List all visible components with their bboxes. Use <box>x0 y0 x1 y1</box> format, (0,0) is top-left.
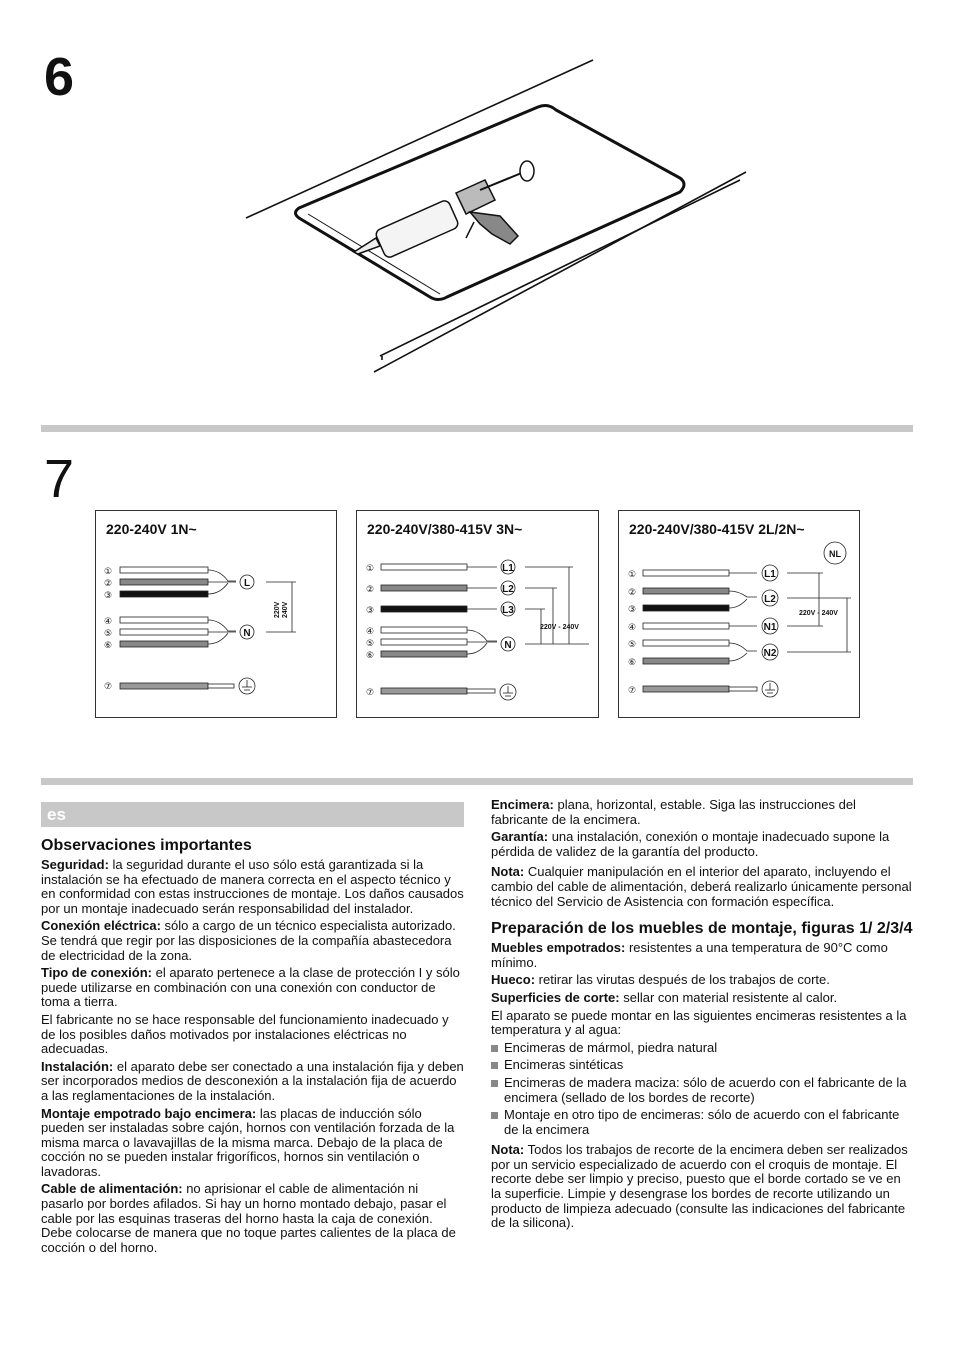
terminal-label: L2 <box>502 584 514 595</box>
paragraph <box>491 830 913 859</box>
right-top-paragraphs <box>491 798 913 909</box>
paragraph-body: una instalación, conexión o montaje inadecuado supone la pérdida de validez de la garantía del producto. <box>491 829 890 859</box>
wire-label: ② <box>628 588 637 598</box>
paragraph-term: Montaje empotrado bajo encimera: <box>41 1105 257 1121</box>
text-column-right <box>491 798 913 1234</box>
terminal-label: NL <box>829 549 841 559</box>
wiring-diagram-2l2n <box>618 510 860 718</box>
wiring-title: 220-240V/380-415V 2L/2N~ <box>629 521 805 537</box>
divider-top <box>41 425 913 432</box>
divider-bottom <box>41 778 913 785</box>
bullet-item <box>491 1041 913 1056</box>
right-mid-paragraphs <box>491 941 913 1038</box>
paragraph-term: Conexión eléctrica: <box>41 918 161 934</box>
wire-label: ② <box>104 579 113 589</box>
wire-label: ⑤ <box>366 639 375 649</box>
paragraph-body: Cualquier manipulación en el interior del aparato, incluyendo el cambio del cable de alimentación, deberá realizarlo únicamente personal técnico del Servicio de Asistencia con formación específica. <box>491 864 912 909</box>
wire-label: ⑥ <box>366 651 375 661</box>
figure-7-number: 7 <box>44 449 75 509</box>
voltage-label: 220V - 240V <box>799 610 838 617</box>
wire-label: ③ <box>104 591 113 601</box>
text-column-left <box>41 802 464 1258</box>
bullet-square-icon <box>491 1045 498 1052</box>
bullet-square-icon <box>491 1080 498 1087</box>
paragraph-term: Garantía: <box>491 829 549 845</box>
bullet-text: Montaje en otro tipo de encimeras: sólo de acuerdo con el fabricante de la encimera <box>504 1107 900 1137</box>
wire-label: ⑦ <box>104 682 113 692</box>
paragraph <box>491 1009 913 1038</box>
paragraph <box>41 1013 464 1057</box>
paragraph-term: Nota: <box>491 864 525 880</box>
paragraph-body: Todos los trabajos de recorte de la encimera deben ser realizados por un servicio especializado de acuerdo con el croquis de montaje. El recorte debe ser limpio y preciso, puesto que el borde cortado se ve en la superficie. Limpie y desengrase los bordes de recorte utilizando un producto de limpieza adecuado (consulte las indicaciones del fabricante de la silicona). <box>491 1142 908 1231</box>
wire-label: ③ <box>366 606 375 616</box>
paragraph-term: Superficies de corte: <box>491 989 620 1005</box>
paragraph-body: retirar las virutas después de los trabajos de corte. <box>535 972 830 988</box>
wiring-diagram-3n <box>356 510 599 718</box>
paragraph <box>41 1060 464 1104</box>
paragraph-final-note <box>491 1143 913 1231</box>
wire-label: ④ <box>366 627 375 637</box>
paragraph-body: la seguridad durante el uso sólo está garantizada si la instalación se ha efectuado de manera correcta en el aspecto técnico y en conformidad con estas instrucciones de montaje. Los daños causados por un montaje inadecuado serán responsabilidad del instalador. <box>41 857 464 916</box>
paragraph <box>41 858 464 916</box>
paragraph-term: Hueco: <box>491 972 536 988</box>
bullet-square-icon <box>491 1062 498 1069</box>
paragraph <box>491 991 913 1006</box>
terminal-label: L <box>243 578 251 589</box>
bullet-text: Encimeras de mármol, piedra natural <box>504 1039 718 1055</box>
paragraph <box>41 1107 464 1180</box>
terminal-label: L2 <box>764 594 776 605</box>
language-bar: es <box>41 802 464 827</box>
terminal-label: L3 <box>502 605 514 616</box>
paragraph-term: Muebles empotrados: <box>491 940 626 956</box>
terminal-label: N <box>243 628 251 639</box>
bullet-text: Encimeras sintéticas <box>504 1057 624 1073</box>
terminal-label: N1 <box>763 622 777 633</box>
paragraph-term: Encimera: <box>491 797 554 812</box>
figure-6-number: 6 <box>44 47 75 107</box>
terminal-label: L1 <box>502 563 514 574</box>
wire-label: ⑤ <box>104 629 113 639</box>
paragraph <box>41 966 464 1010</box>
paragraph-body: no aprisionar el cable de alimentación ni pasarlo por bordes afilados. Si hay un horno montado debajo, pasar el cable por las esquinas traseras del horno hasta la caja de conexión. Debe colocarse de manera que no toque partes calientes de la placa de cocción o del horno. <box>41 1181 456 1255</box>
heading-important-notes: Observaciones importantes <box>41 837 252 854</box>
wiring-diagram-1n <box>95 510 337 718</box>
paragraph-term: Instalación: <box>41 1058 114 1074</box>
paragraph-term: Cable de alimentación: <box>41 1181 183 1197</box>
wire-label: ④ <box>104 617 113 627</box>
terminal-label: N2 <box>763 648 777 659</box>
paragraph <box>41 919 464 963</box>
paragraph <box>491 798 913 827</box>
paragraph <box>491 973 913 988</box>
voltage-label: 220V <box>274 601 281 618</box>
wiring-title: 220-240V 1N~ <box>106 521 197 537</box>
wire-label: ⑥ <box>104 641 113 651</box>
voltage-label: 220V - 240V <box>540 624 579 631</box>
heading-furniture-preparation: Preparación de los muebles de montaje, figuras 1/ 2/3/4 <box>491 920 913 938</box>
paragraph <box>491 941 913 970</box>
wire-label: ② <box>366 585 375 595</box>
paragraph-term: Tipo de conexión: <box>41 965 152 981</box>
paragraph-body: El aparato se puede montar en las siguientes encimeras resistentes a la temperatura y al agua: <box>491 1007 907 1038</box>
paragraph-term: Seguridad: <box>41 857 109 872</box>
paragraph-body: sólo a cargo de un técnico especialista autorizado. Se tendrá que regir por las disposiciones de la compañía abastecedora de electricidad de la zona. <box>41 918 456 963</box>
wire-label: ③ <box>628 605 637 615</box>
paragraph-term: Nota: <box>491 1142 525 1158</box>
paragraph-body: plana, horizontal, estable. Siga las instrucciones del fabricante de la encimera. <box>491 797 856 827</box>
wire-label: ① <box>104 567 113 577</box>
wire-label: ⑦ <box>628 686 637 696</box>
bullet-list <box>491 1041 913 1138</box>
terminal-label: L1 <box>764 569 776 580</box>
paragraph-body: las placas de inducción sólo pueden ser instaladas sobre cajón, hornos con ventilación forzada de la misma marca o lavavajillas de la misma marca. Debajo de la placa de cocción no se pueden instalar frigoríficos, hornos sin ventilación o lavadoras. <box>41 1105 455 1179</box>
terminal-label: N <box>504 640 512 651</box>
left-paragraphs <box>41 858 464 1255</box>
bullet-item <box>491 1076 913 1105</box>
paragraph <box>41 1182 464 1255</box>
paragraph-body: el aparato pertenece a la clase de protección I y sólo puede utilizarse en combinación con una conexión con conductor de toma a tierra. <box>41 965 460 1010</box>
voltage-label: 240V <box>282 601 289 618</box>
wire-label: ⑤ <box>628 640 637 650</box>
paragraph-body: El fabricante no se hace responsable del funcionamiento inadecuado y de los posibles daños motivados por instalaciones eléctricas no adecuadas. <box>41 1011 449 1057</box>
wire-label: ① <box>628 570 637 580</box>
wire-label: ④ <box>628 623 637 633</box>
wiring-title: 220-240V/380-415V 3N~ <box>367 521 523 537</box>
paragraph-body: resistentes a una temperatura de 90°C como mínimo. <box>491 940 888 970</box>
wire-label: ① <box>366 564 375 574</box>
bullet-square-icon <box>491 1112 498 1119</box>
wire-label: ⑦ <box>366 688 375 698</box>
wire-label: ⑥ <box>628 658 637 668</box>
paragraph <box>491 865 913 909</box>
bullet-text: Encimeras de madera maciza: sólo de acuerdo con el fabricante de la encimera (sellado de los bordes de recorte) <box>504 1074 907 1105</box>
paragraph-body: el aparato debe ser conectado a una instalación fija y deben ser incorporados medios de desconexión a la instalación fija de acuerdo a las reglamentaciones de la instalación. <box>41 1058 464 1103</box>
figure-6-illustration <box>0 0 954 420</box>
bullet-item <box>491 1108 913 1137</box>
paragraph-body: sellar con material resistente al calor. <box>619 989 838 1005</box>
bullet-item <box>491 1058 913 1073</box>
